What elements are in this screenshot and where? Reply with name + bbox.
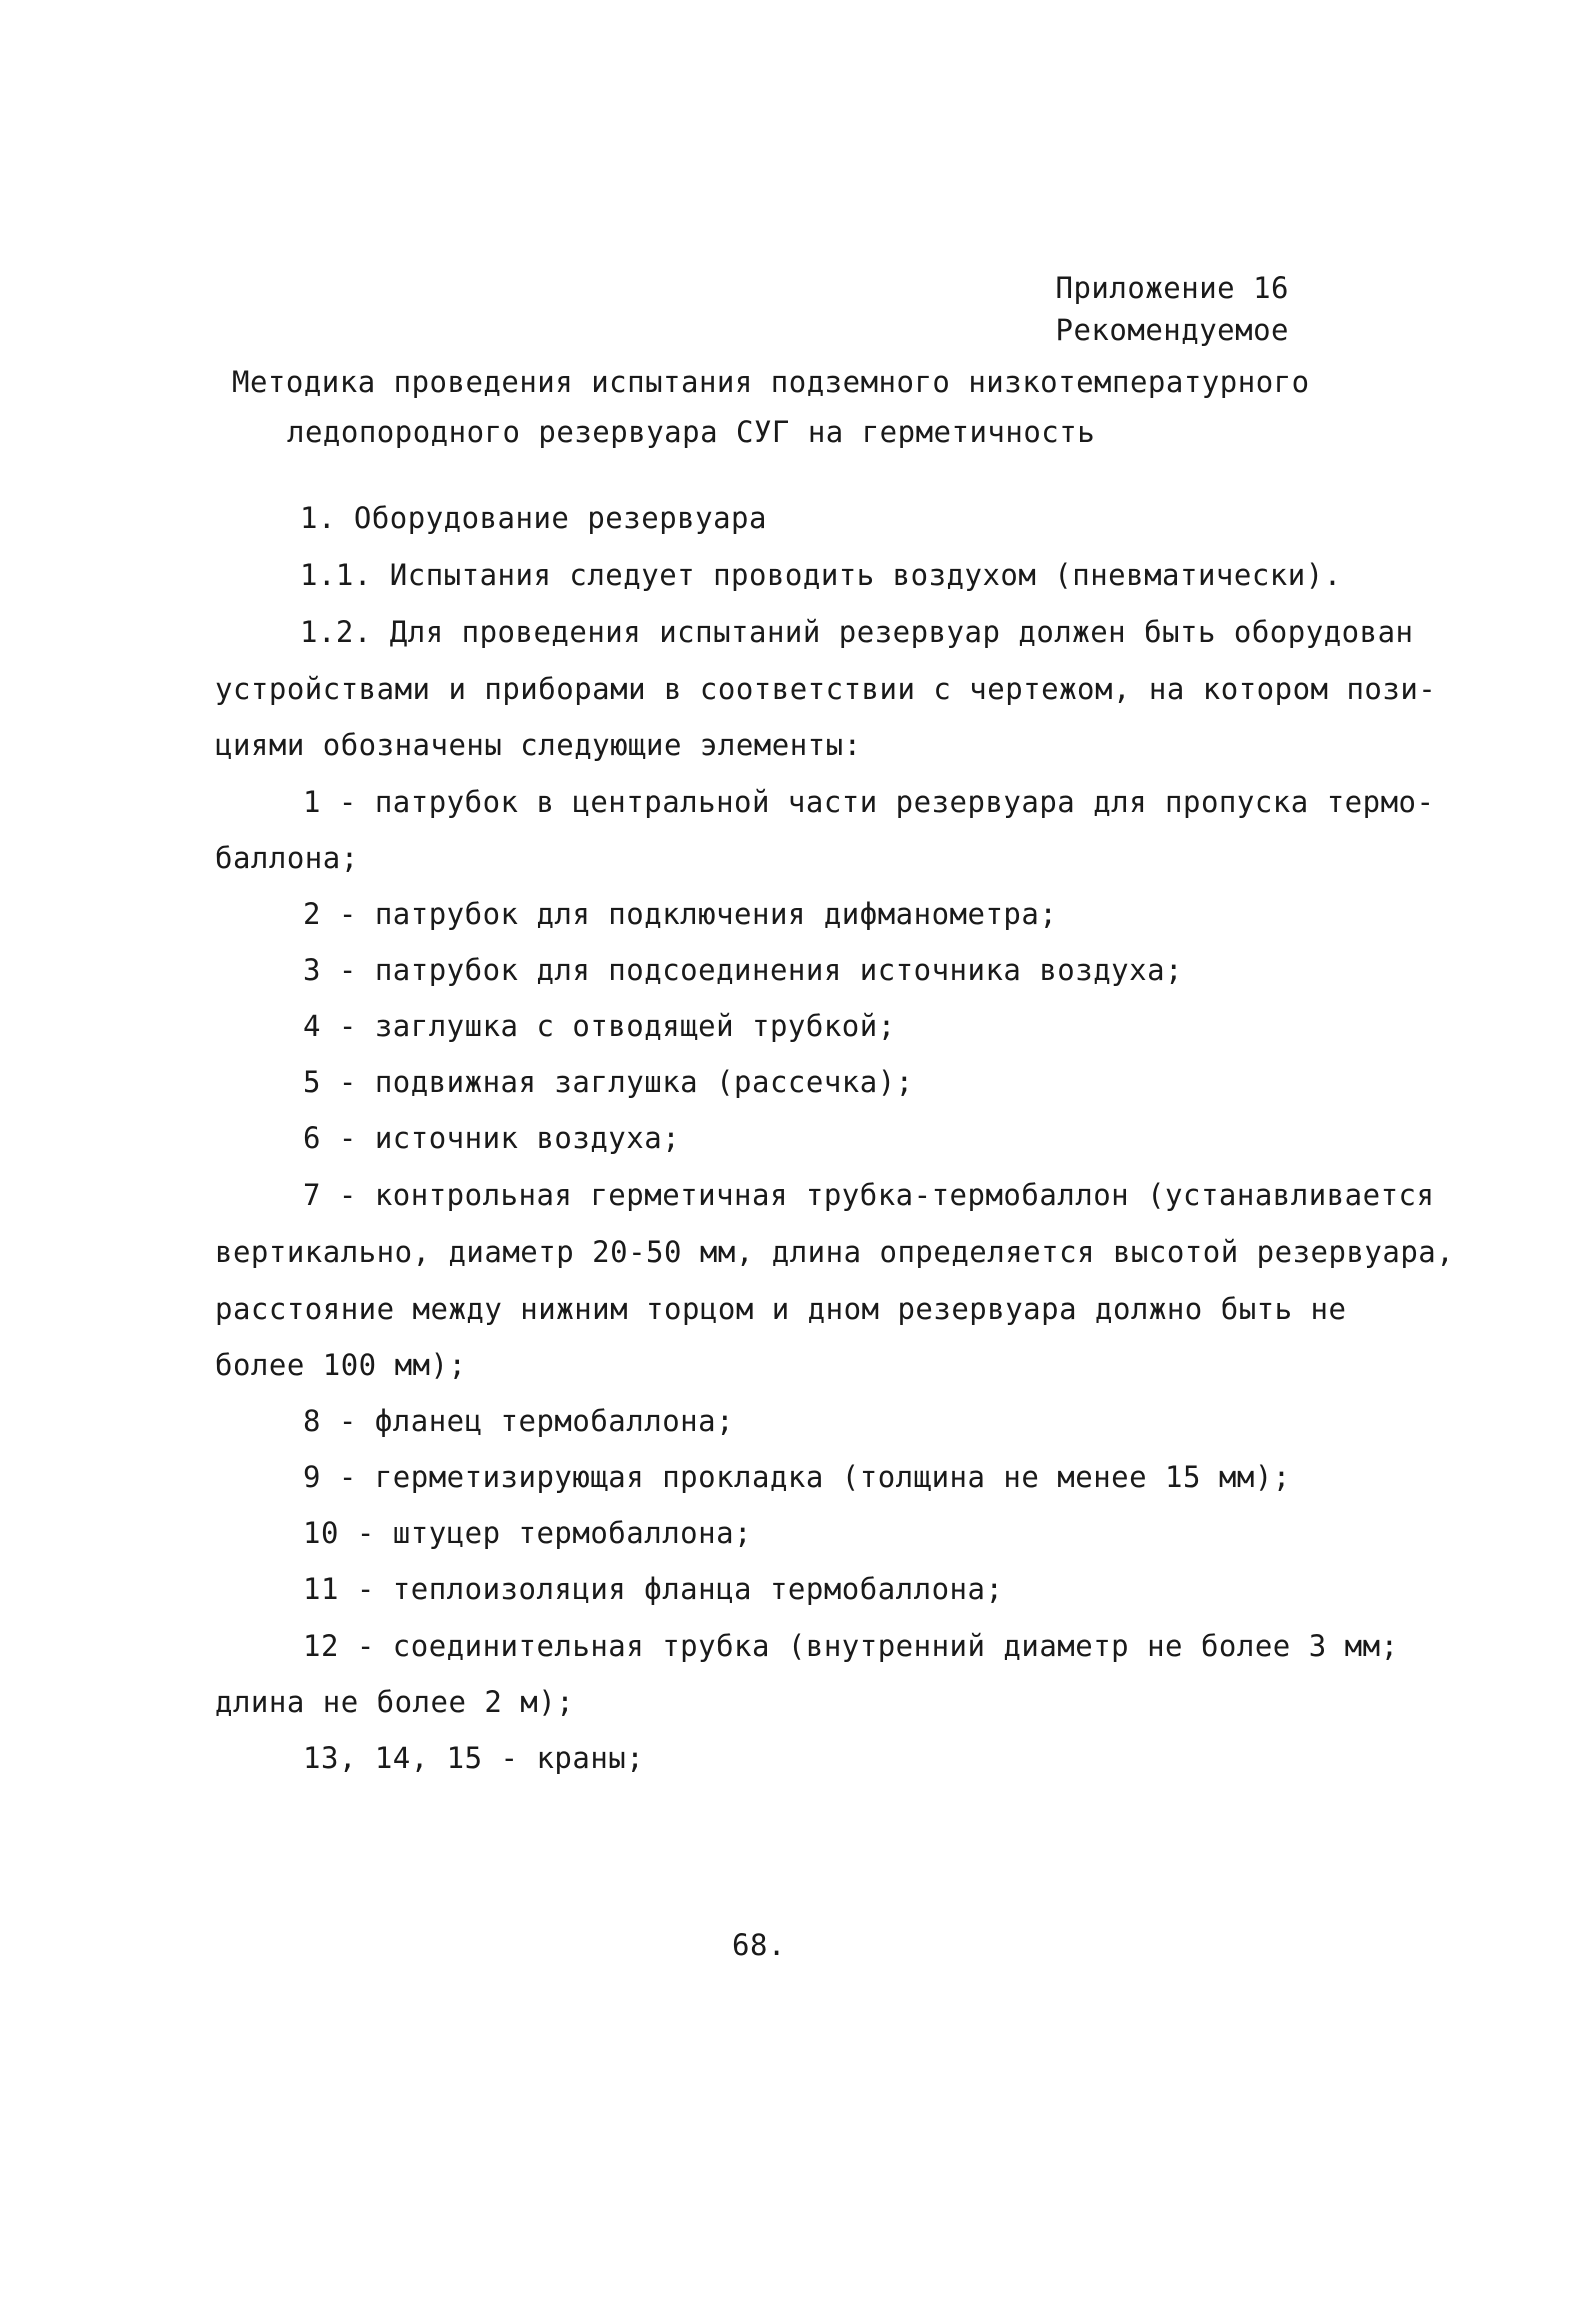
list-item-8: 8 - фланец термобаллона; [303,1404,735,1438]
list-item-11: 11 - теплоизоляция фланца термобаллона; [303,1572,1004,1606]
document-title-line-1: Методика проведения испытания подземного низкотемпературного [232,365,1310,399]
section-heading: 1. Оборудование резервуара [300,501,767,535]
list-item-13-15: 13, 14, 15 - краны; [303,1741,645,1775]
list-item-3: 3 - патрубок для подсоединения источника воздуха; [303,953,1184,987]
appendix-status: Рекомендуемое [1055,313,1289,347]
paragraph-1-2-line-1: 1.2. Для проведения испытаний резервуар должен быть оборудован [300,615,1414,649]
list-item-4: 4 - заглушка с отводящей трубкой; [303,1009,896,1043]
list-item-12-line-2: длина не более 2 м); [215,1685,575,1719]
list-item-6: 6 - источник воздуха; [303,1121,681,1155]
list-item-10: 10 - штуцер термобаллона; [303,1516,752,1550]
paragraph-1-2-line-2: устройствами и приборами в соответствии с чертежом, на котором пози- [215,672,1437,706]
appendix-label: Приложение 16 [1055,271,1289,305]
list-item-9: 9 - герметизирующая прокладка (толщина не менее 15 мм); [303,1460,1291,1494]
list-item-1-line-2: баллона; [215,841,359,875]
list-item-12-line-1: 12 - соединительная трубка (внутренний диаметр не более 3 мм; [303,1629,1399,1663]
paragraph-1-1: 1.1. Испытания следует проводить воздухом (пневматически). [300,558,1342,592]
document-title-line-2: ледопородного резервуара СУГ на герметичность [287,415,1096,449]
list-item-7-line-1: 7 - контрольная герметичная трубка-термобаллон (устанавливается [303,1178,1435,1212]
list-item-7-line-4: более 100 мм); [215,1348,467,1382]
list-item-7-line-2: вертикально, диаметр 20-50 мм, длина определяется высотой резервуара, [215,1235,1455,1269]
list-item-5: 5 - подвижная заглушка (рассечка); [303,1065,914,1099]
list-item-7-line-3: расстояние между нижним торцом и дном резервуара должно быть не [215,1292,1347,1326]
page-number: 68. [732,1928,786,1962]
paragraph-1-2-line-3: циями обозначены следующие элементы: [215,728,862,762]
list-item-2: 2 - патрубок для подключения дифманометра; [303,897,1058,931]
list-item-1-line-1: 1 - патрубок в центральной части резервуара для пропуска термо- [303,785,1435,819]
